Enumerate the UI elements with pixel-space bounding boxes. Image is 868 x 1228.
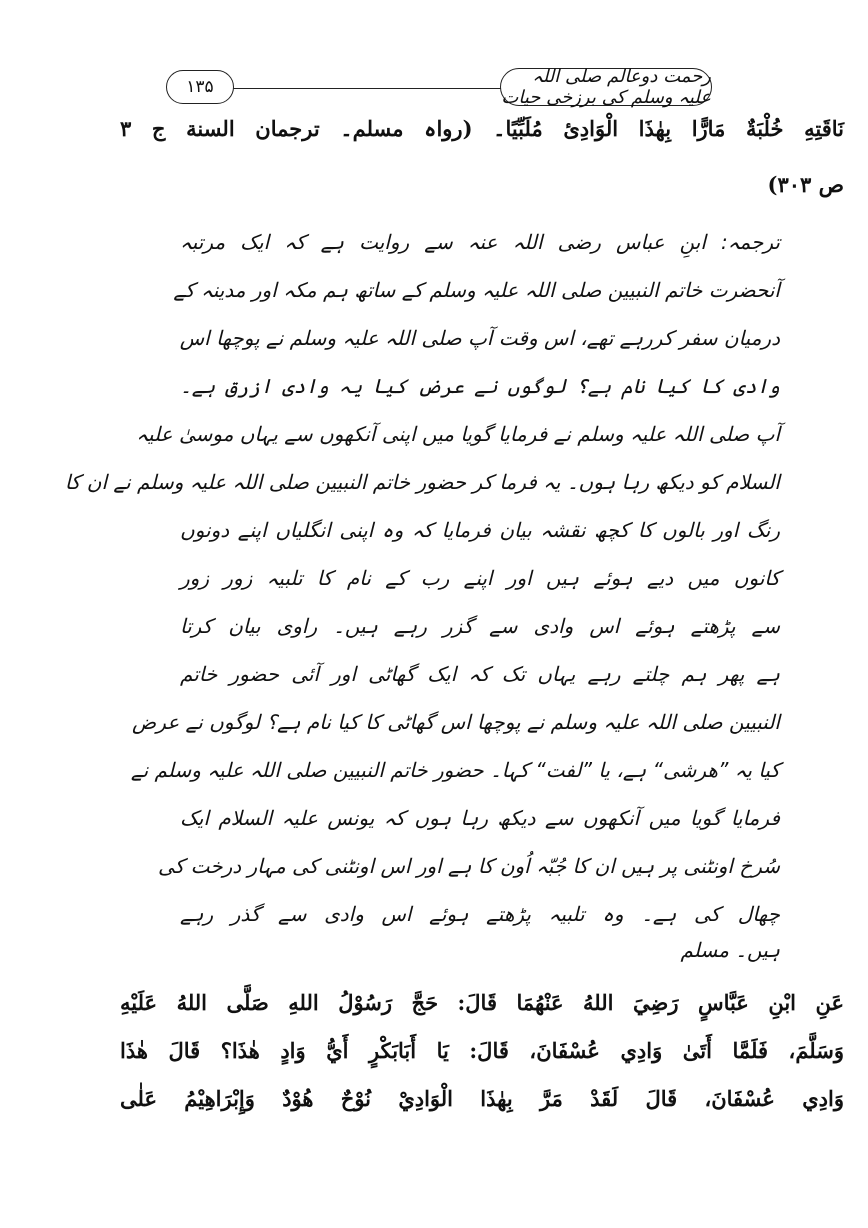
translation-line: کیا یہ ”ھرشی“ ہے، یا ”لفت“ کہا۔ حضور خاتم النبیین صلی اللہ علیہ وسلم نے (130, 758, 780, 782)
arabic-hadith-line: وَادِي عُسْفَانَ، قَالَ لَقَدْ مَرَّ بِهٰذَا الْوَادِيْ نُوْحٌ هُوْدٌ وَإِبْرَاهِيْمُ عَلٰى (120, 1086, 844, 1111)
translation-line: وادی کا کیا نام ہے؟ لوگوں نے عرض کیا یہ وادی ازرق ہے۔ (180, 374, 780, 398)
translation-line: سے پڑھتے ہوئے اس وادی سے گزر رہے ہیں۔ راوی بیان کرتا (180, 614, 780, 638)
translation-line: رنگ اور بالوں کا کچھ نقشہ بیان فرمایا کہ وہ اپنی انگلیاں اپنے دونوں (180, 518, 780, 542)
header-rule (232, 88, 502, 89)
translation-line: آپ صلی اللہ علیہ وسلم نے فرمایا گویا میں اپنی آنکھوں سے یہاں موسیٰ علیہ (136, 422, 780, 446)
translation-line: ہے پھر ہم چلتے رہے یہاں تک کہ ایک گھاٹی اور آئی حضور خاتم (180, 662, 780, 686)
translation-line: درمیان سفر کررہے تھے، اس وقت آپ صلی اللہ علیہ وسلم نے پوچھا اس (179, 326, 780, 350)
translation-line: فرمایا گویا میں آنکھوں سے دیکھ رہا ہوں کہ یونس علیہ السلام ایک (180, 806, 780, 830)
running-header-title: رحمت دوعالم صلی اللہ علیہ وسلم کی برزخی حیات (501, 66, 711, 108)
arabic-hadith-line: وَسَلَّمَ، فَلَمَّا أَتَىٰ وَادِي عُسْفَانَ، قَالَ: يَا أَبَابَكْرٍ أَيُّ وَادٍ هٰذَا؟ قَالَ هٰذَا (120, 1038, 844, 1063)
translation-line: السلام کو دیکھ رہا ہوں۔ یہ فرما کر حضور خاتم النبیین صلی اللہ علیہ وسلم نے ان کا (64, 470, 780, 494)
arabic-hadith-line: عَنِ ابْنِ عَبَّاسٍ رَضِيَ اللهُ عَنْهُمَا قَالَ: حَجَّ رَسُوْلُ اللهِ صَلَّى اللهُ عَلَيْهِ (120, 990, 844, 1015)
translation-line: ہیں۔ مسلم (680, 938, 780, 962)
translation-line: سُرخ اونٹنی پر ہیں ان کا جُبّہ اُون کا ہے اور اس اونٹنی کی مہار درخت کی (158, 854, 780, 878)
translation-line: چھال کی ہے۔ وہ تلبیہ پڑھتے ہوئے اس وادی سے گذر رہے (180, 902, 780, 926)
translation-line: النبیین صلی اللہ علیہ وسلم نے پوچھا اس گھاٹی کا کیا نام ہے؟ لوگوں نے عرض (132, 710, 780, 734)
intro-line: نَاقَتِهِ خُلْبَةٌ مَارًّا بِهٰذَا الْوَادِئ مُلَبِّيًا۔ (رواہ مسلم۔ ترجمان السنة ج ۳ (120, 116, 844, 141)
intro-reference-line: ص ۳۰۳) (767, 172, 844, 197)
translation-line: کانوں میں دیے ہوئے ہیں اور اپنے رب کے نام کا تلبیہ زور زور (180, 566, 780, 590)
page-number: ۱۳۵ (166, 70, 234, 104)
translation-line: ترجمہ: ابنِ عباس رضی اللہ عنہ سے روایت ہے کہ ایک مرتبہ (180, 230, 780, 254)
translation-line: آنحضرت خاتم النبیین صلی اللہ علیہ وسلم کے ساتھ ہم مکہ اور مدینہ کے (173, 278, 780, 302)
